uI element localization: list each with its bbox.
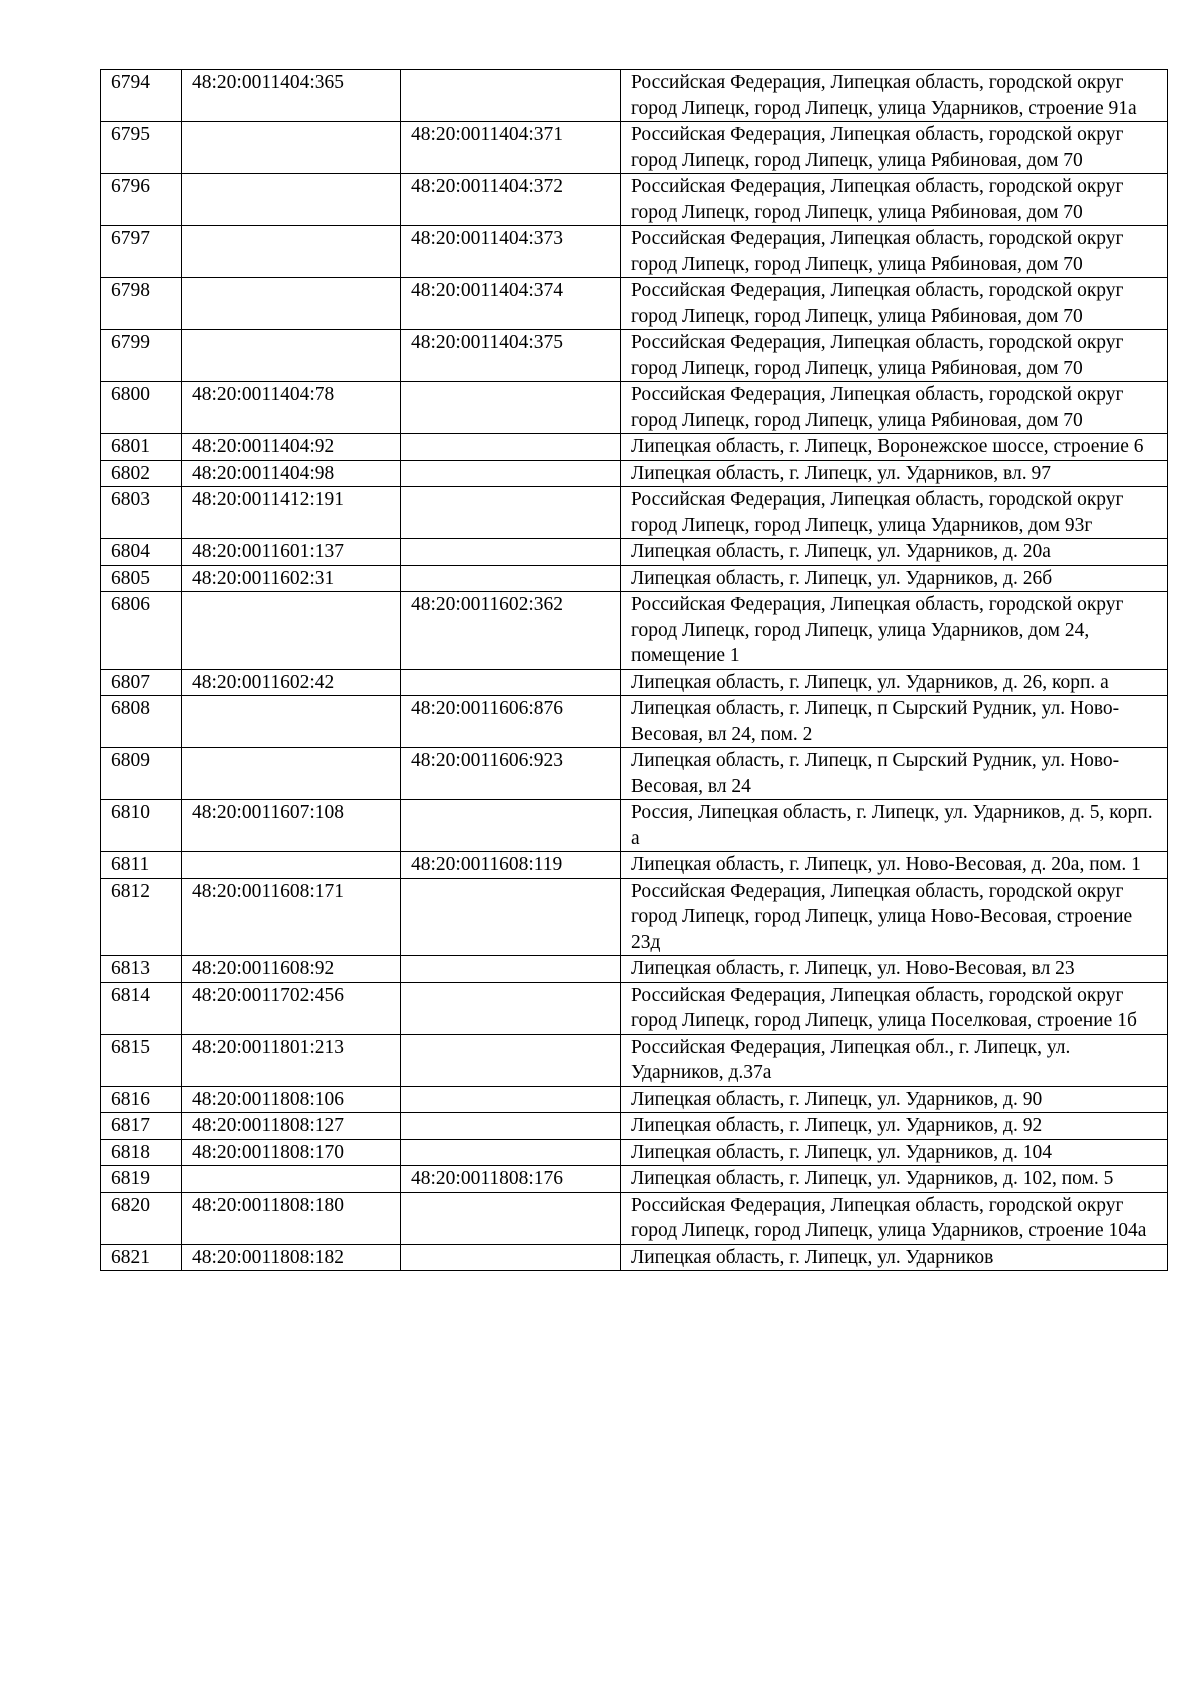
land-cadastral-number-cell: 48:20:0011608:171 (182, 878, 401, 956)
table-row (101, 434, 1168, 461)
object-cadastral-number-cell (401, 1192, 621, 1244)
table-row (101, 1192, 1168, 1244)
object-cadastral-number-cell (401, 1244, 621, 1271)
land-cadastral-number-cell (182, 748, 401, 800)
address-cell: Липецкая область, г. Липецк, ул. Ударников, д. 26б (621, 565, 1168, 592)
object-cadastral-number-cell: 48:20:0011404:374 (401, 278, 621, 330)
table-row (101, 565, 1168, 592)
land-cadastral-number-cell: 48:20:0011404:98 (182, 460, 401, 487)
registry-table (100, 69, 1168, 1271)
row-number-cell: 6805 (101, 565, 182, 592)
address-cell: Липецкая область, г. Липецк, ул. Ударников (621, 1244, 1168, 1271)
table-row (101, 878, 1168, 956)
object-cadastral-number-cell (401, 1139, 621, 1166)
address-cell: Российская Федерация, Липецкая область, городской округ город Липецк, город Липецк, улица Рябиновая, дом 70 (621, 226, 1168, 278)
row-number-cell: 6814 (101, 982, 182, 1034)
table-row (101, 696, 1168, 748)
land-cadastral-number-cell: 48:20:0011404:78 (182, 382, 401, 434)
address-cell: Российская Федерация, Липецкая обл., г. Липецк, ул. Ударников, д.37а (621, 1034, 1168, 1086)
row-number-cell: 6812 (101, 878, 182, 956)
address-cell: Липецкая область, г. Липецк, ул. Ударников, д. 102, пом. 5 (621, 1166, 1168, 1193)
table-row (101, 956, 1168, 983)
land-cadastral-number-cell (182, 174, 401, 226)
address-cell: Российская Федерация, Липецкая область, городской округ город Липецк, город Липецк, улица Ударников, строение 91а (621, 70, 1168, 122)
row-number-cell: 6798 (101, 278, 182, 330)
table-row (101, 330, 1168, 382)
table-row (101, 70, 1168, 122)
table-row (101, 1244, 1168, 1271)
object-cadastral-number-cell: 48:20:0011608:119 (401, 852, 621, 879)
object-cadastral-number-cell (401, 878, 621, 956)
row-number-cell: 6795 (101, 122, 182, 174)
object-cadastral-number-cell (401, 1086, 621, 1113)
table-row (101, 382, 1168, 434)
row-number-cell: 6817 (101, 1113, 182, 1140)
row-number-cell: 6809 (101, 748, 182, 800)
object-cadastral-number-cell (401, 956, 621, 983)
address-cell: Липецкая область, г. Липецк, ул. Ударников, вл. 97 (621, 460, 1168, 487)
object-cadastral-number-cell (401, 382, 621, 434)
row-number-cell: 6807 (101, 669, 182, 696)
land-cadastral-number-cell: 48:20:0011601:137 (182, 539, 401, 566)
object-cadastral-number-cell (401, 565, 621, 592)
row-number-cell: 6816 (101, 1086, 182, 1113)
row-number-cell: 6815 (101, 1034, 182, 1086)
row-number-cell: 6821 (101, 1244, 182, 1271)
land-cadastral-number-cell: 48:20:0011608:92 (182, 956, 401, 983)
land-cadastral-number-cell (182, 852, 401, 879)
row-number-cell: 6804 (101, 539, 182, 566)
row-number-cell: 6806 (101, 592, 182, 670)
object-cadastral-number-cell: 48:20:0011606:876 (401, 696, 621, 748)
row-number-cell: 6811 (101, 852, 182, 879)
table-row (101, 174, 1168, 226)
address-cell: Российская Федерация, Липецкая область, городской округ город Липецк, город Липецк, улица Ударников, дом 93г (621, 487, 1168, 539)
address-cell: Липецкая область, г. Липецк, ул. Ударников, д. 20а (621, 539, 1168, 566)
land-cadastral-number-cell: 48:20:0011808:127 (182, 1113, 401, 1140)
address-cell: Липецкая область, г. Липецк, п Сырский Рудник, ул. Ново-Весовая, вл 24 (621, 748, 1168, 800)
row-number-cell: 6819 (101, 1166, 182, 1193)
land-cadastral-number-cell: 48:20:0011602:31 (182, 565, 401, 592)
table-row (101, 1139, 1168, 1166)
land-cadastral-number-cell (182, 226, 401, 278)
address-cell: Липецкая область, г. Липецк, ул. Ударников, д. 104 (621, 1139, 1168, 1166)
table-row (101, 487, 1168, 539)
object-cadastral-number-cell: 48:20:0011404:371 (401, 122, 621, 174)
object-cadastral-number-cell (401, 539, 621, 566)
land-cadastral-number-cell: 48:20:0011404:92 (182, 434, 401, 461)
table-row (101, 460, 1168, 487)
address-cell: Российская Федерация, Липецкая область, городской округ город Липецк, город Липецк, улица Рябиновая, дом 70 (621, 122, 1168, 174)
address-cell: Липецкая область, г. Липецк, п Сырский Рудник, ул. Ново-Весовая, вл 24, пом. 2 (621, 696, 1168, 748)
object-cadastral-number-cell: 48:20:0011404:373 (401, 226, 621, 278)
address-cell: Липецкая область, г. Липецк, ул. Ударников, д. 26, корп. а (621, 669, 1168, 696)
address-cell: Российская Федерация, Липецкая область, городской округ город Липецк, город Липецк, улица Рябиновая, дом 70 (621, 278, 1168, 330)
object-cadastral-number-cell (401, 982, 621, 1034)
document-page (100, 69, 1167, 1271)
object-cadastral-number-cell (401, 1034, 621, 1086)
row-number-cell: 6797 (101, 226, 182, 278)
row-number-cell: 6810 (101, 800, 182, 852)
table-row (101, 748, 1168, 800)
land-cadastral-number-cell (182, 1166, 401, 1193)
table-row (101, 1113, 1168, 1140)
object-cadastral-number-cell: 48:20:0011808:176 (401, 1166, 621, 1193)
row-number-cell: 6799 (101, 330, 182, 382)
object-cadastral-number-cell (401, 1113, 621, 1140)
object-cadastral-number-cell (401, 70, 621, 122)
object-cadastral-number-cell (401, 800, 621, 852)
land-cadastral-number-cell: 48:20:0011404:365 (182, 70, 401, 122)
address-cell: Российская Федерация, Липецкая область, городской округ город Липецк, город Липецк, улица Рябиновая, дом 70 (621, 174, 1168, 226)
row-number-cell: 6808 (101, 696, 182, 748)
object-cadastral-number-cell: 48:20:0011602:362 (401, 592, 621, 670)
table-row (101, 852, 1168, 879)
address-cell: Липецкая область, г. Липецк, ул. Ударников, д. 90 (621, 1086, 1168, 1113)
row-number-cell: 6796 (101, 174, 182, 226)
land-cadastral-number-cell: 48:20:0011801:213 (182, 1034, 401, 1086)
land-cadastral-number-cell (182, 330, 401, 382)
land-cadastral-number-cell: 48:20:0011808:170 (182, 1139, 401, 1166)
land-cadastral-number-cell: 48:20:0011607:108 (182, 800, 401, 852)
row-number-cell: 6800 (101, 382, 182, 434)
address-cell: Российская Федерация, Липецкая область, городской округ город Липецк, город Липецк, улица Рябиновая, дом 70 (621, 330, 1168, 382)
land-cadastral-number-cell (182, 278, 401, 330)
object-cadastral-number-cell (401, 460, 621, 487)
row-number-cell: 6794 (101, 70, 182, 122)
address-cell: Российская Федерация, Липецкая область, городской округ город Липецк, город Липецк, улица Рябиновая, дом 70 (621, 382, 1168, 434)
row-number-cell: 6801 (101, 434, 182, 461)
table-row (101, 1166, 1168, 1193)
row-number-cell: 6802 (101, 460, 182, 487)
row-number-cell: 6818 (101, 1139, 182, 1166)
land-cadastral-number-cell (182, 592, 401, 670)
address-cell: Липецкая область, г. Липецк, ул. Ново-Весовая, д. 20а, пом. 1 (621, 852, 1168, 879)
address-cell: Российская Федерация, Липецкая область, городской округ город Липецк, город Липецк, улица Поселковая, строение 1б (621, 982, 1168, 1034)
land-cadastral-number-cell: 48:20:0011602:42 (182, 669, 401, 696)
address-cell: Липецкая область, г. Липецк, ул. Ново-Весовая, вл 23 (621, 956, 1168, 983)
object-cadastral-number-cell: 48:20:0011404:375 (401, 330, 621, 382)
object-cadastral-number-cell (401, 487, 621, 539)
address-cell: Российская Федерация, Липецкая область, городской округ город Липецк, город Липецк, улица Ново-Весовая, строение 23д (621, 878, 1168, 956)
land-cadastral-number-cell: 48:20:0011412:191 (182, 487, 401, 539)
table-row (101, 592, 1168, 670)
land-cadastral-number-cell (182, 122, 401, 174)
object-cadastral-number-cell: 48:20:0011606:923 (401, 748, 621, 800)
row-number-cell: 6803 (101, 487, 182, 539)
table-row (101, 1086, 1168, 1113)
object-cadastral-number-cell (401, 669, 621, 696)
land-cadastral-number-cell: 48:20:0011702:456 (182, 982, 401, 1034)
address-cell: Россия, Липецкая область, г. Липецк, ул. Ударников, д. 5, корп. а (621, 800, 1168, 852)
table-row (101, 982, 1168, 1034)
table-row (101, 226, 1168, 278)
land-cadastral-number-cell (182, 696, 401, 748)
row-number-cell: 6820 (101, 1192, 182, 1244)
address-cell: Липецкая область, г. Липецк, ул. Ударников, д. 92 (621, 1113, 1168, 1140)
table-row (101, 539, 1168, 566)
table-row (101, 122, 1168, 174)
table-row (101, 800, 1168, 852)
land-cadastral-number-cell: 48:20:0011808:180 (182, 1192, 401, 1244)
address-cell: Российская Федерация, Липецкая область, городской округ город Липецк, город Липецк, улица Ударников, строение 104а (621, 1192, 1168, 1244)
object-cadastral-number-cell: 48:20:0011404:372 (401, 174, 621, 226)
address-cell: Российская Федерация, Липецкая область, городской округ город Липецк, город Липецк, улица Ударников, дом 24, помещение 1 (621, 592, 1168, 670)
table-row (101, 1034, 1168, 1086)
object-cadastral-number-cell (401, 434, 621, 461)
registry-table-body (101, 70, 1168, 1271)
land-cadastral-number-cell: 48:20:0011808:106 (182, 1086, 401, 1113)
row-number-cell: 6813 (101, 956, 182, 983)
address-cell: Липецкая область, г. Липецк, Воронежское шоссе, строение 6 (621, 434, 1168, 461)
land-cadastral-number-cell: 48:20:0011808:182 (182, 1244, 401, 1271)
table-row (101, 669, 1168, 696)
table-row (101, 278, 1168, 330)
